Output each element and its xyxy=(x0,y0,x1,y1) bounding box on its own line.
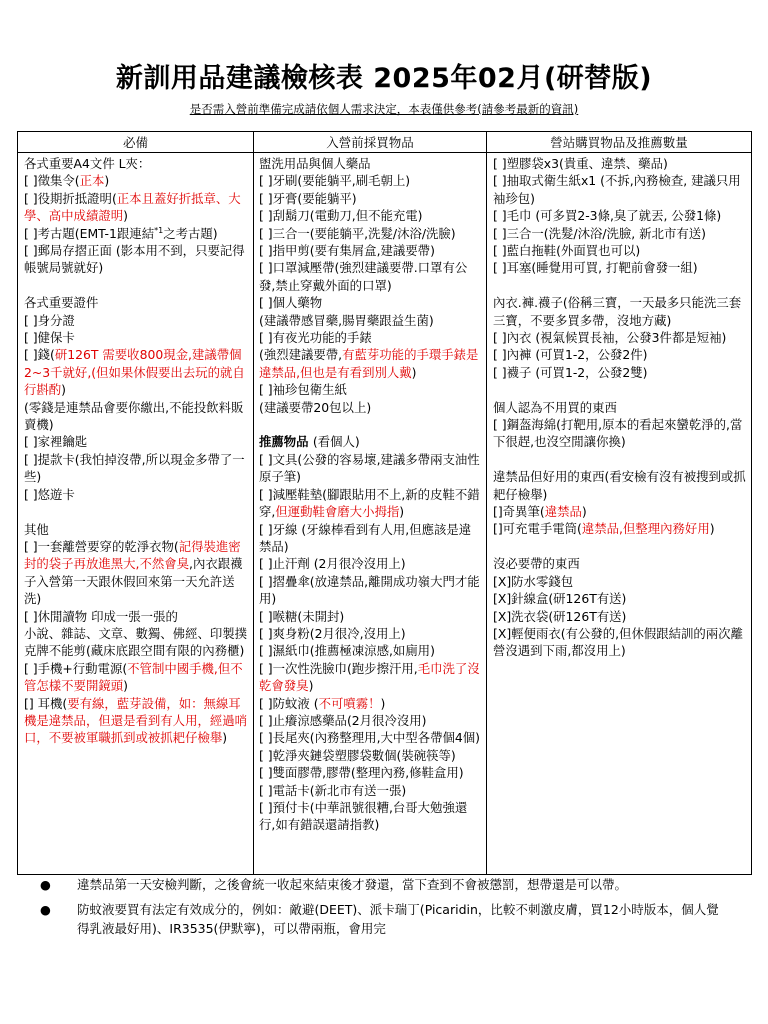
list-item xyxy=(493,242,748,259)
list-item xyxy=(24,521,250,538)
list-item xyxy=(24,608,250,625)
item-text: [ ]電話卡(新北市有送一張) xyxy=(259,782,407,798)
item-text: 其他 xyxy=(24,521,49,537)
item-text: [ ]刮鬍刀(電動刀,但不能充電) xyxy=(259,208,423,224)
item-text: [ ]袖珍包衛生紙 xyxy=(259,382,347,398)
list-item xyxy=(24,225,250,242)
item-text: []奇異筆( xyxy=(493,504,545,520)
list-item xyxy=(259,312,483,329)
item-text: (強烈建議要帶, xyxy=(259,347,343,363)
list-item xyxy=(259,207,483,224)
emphasis-text: 違禁品 xyxy=(544,504,582,520)
emphasis-text: 但運動鞋會磨大小拇指 xyxy=(275,504,400,520)
list-item xyxy=(259,381,483,398)
item-text: [ ]抽取式衛生紙x1 (不拆,內務檢查, 建議只用袖珍包) xyxy=(493,173,741,206)
list-item xyxy=(493,608,748,625)
footnote-item xyxy=(40,875,730,894)
list-item xyxy=(259,155,483,172)
list-item xyxy=(24,660,250,695)
item-text: [ ]三合一(要能躺平,洗髮/沐浴/洗臉) xyxy=(259,225,456,241)
column-header-camp-store: 營站購買物品及推薦數量 xyxy=(487,132,752,153)
checklist-table xyxy=(17,131,752,875)
list-item xyxy=(493,503,748,520)
footnote-text: 防蚊液要買有法定有效成分的，例如：敵避(DEET)、派卡瑞丁(Picaridin，比較不刺激皮膚，買12小時版本，個人覺得乳液最好用)、IR3535(伊默寧)，可以帶兩瓶，會用完 xyxy=(77,902,719,936)
list-item xyxy=(493,625,748,660)
spacer xyxy=(259,416,483,433)
item-text: [ ]悠遊卡 xyxy=(24,486,75,502)
item-text: (零錢是連禁品會要你繳出,不能投飲料販賣機) xyxy=(24,399,244,433)
item-text: 之考古題) xyxy=(163,225,218,241)
item-text: [ ]止汗劑 (2月很冷沒用上) xyxy=(259,556,406,572)
item-text: [ ]鋼盔海綿(打靶用,原本的看起來蠻乾淨的,當下很趕,也沒空閒讓你換) xyxy=(493,417,743,450)
item-text: [ ]郵局存摺正面 (影本用不到，只要記得帳號局號就好) xyxy=(24,243,245,276)
emphasis-text: 不可噴霧！ xyxy=(318,695,381,711)
list-item xyxy=(259,642,483,659)
list-item xyxy=(259,625,483,642)
list-item xyxy=(493,555,748,572)
item-text: ) xyxy=(411,364,417,380)
item-text: [X]輕便雨衣(有公發的,但休假跟結訓的兩次離營沒遇到下雨,都沒用上) xyxy=(493,625,743,659)
column-header-required: 必備 xyxy=(18,132,254,153)
item-text: [ ]三合一(洗髮/沐浴/洗臉, 新北市有送) xyxy=(493,225,706,241)
list-item xyxy=(259,555,483,572)
item-text: 推薦物品 xyxy=(259,434,313,450)
item-text: [ ]口罩減壓帶(強烈建議要帶.口罩有公發,禁止穿戴外面的口罩) xyxy=(259,260,468,293)
spacer xyxy=(24,277,250,294)
purchase-before-cell xyxy=(254,153,487,875)
list-item xyxy=(259,695,483,712)
item-text: [X]針線盒(研126T有送) xyxy=(493,591,627,607)
spacer xyxy=(24,503,250,520)
item-text: [ ]提款卡(我怕掉沒帶,所以現金多帶了一些) xyxy=(24,451,245,485)
item-text: [ ]手機+行動電源( xyxy=(24,660,128,676)
item-text: [ ]止癢涼感藥品(2月很冷沒用) xyxy=(259,712,427,728)
list-item xyxy=(259,190,483,207)
list-item xyxy=(259,242,483,259)
list-item xyxy=(259,747,483,764)
item-text: [ ]塑膠袋x3(貴重、違禁、藥品) xyxy=(493,156,668,171)
emphasis-text: 要有線，藍芽設備，如：無線耳機是違禁品，但還是看到有人用，經過哨口，不要被軍職抓到或被抓耙仔檢舉 xyxy=(24,695,248,746)
list-item xyxy=(493,590,748,607)
item-text: [ ]考古題(EMT-1跟連結 xyxy=(24,225,155,241)
item-text: ) xyxy=(123,208,128,224)
list-item xyxy=(24,329,250,346)
item-text: [ ]身分證 xyxy=(24,312,75,328)
list-item xyxy=(493,364,748,381)
list-item xyxy=(259,608,483,625)
list-item xyxy=(493,329,748,346)
list-item xyxy=(259,764,483,781)
list-item xyxy=(259,433,483,450)
item-text: (建議帶感冒藥,腸胃藥跟益生菌) xyxy=(259,312,434,328)
item-text: (看個人) xyxy=(312,434,360,450)
list-item xyxy=(259,259,483,294)
emphasis-text: 不管制中國手機,但不管怎樣不要開鏡頭 xyxy=(24,660,243,694)
list-item xyxy=(259,172,483,189)
item-text: ,內衣跟襪子入營第一天跟休假回來第一天允許送洗) xyxy=(24,556,243,607)
item-text: ) xyxy=(104,173,110,189)
list-item xyxy=(24,312,250,329)
item-text: [ ]內衣 (視氣候買長袖，公發3件都是短袖) xyxy=(493,330,727,346)
list-item xyxy=(24,486,250,503)
footnotes xyxy=(40,875,730,944)
item-text: [ ]襪子 (可買1-2，公發2雙) xyxy=(493,364,648,380)
list-item xyxy=(24,695,250,747)
item-text: [ ]有夜光功能的手錶 xyxy=(259,330,372,346)
list-item xyxy=(493,520,748,537)
spacer xyxy=(493,451,748,468)
item-text: ) xyxy=(222,730,228,746)
list-item xyxy=(24,538,250,608)
list-item xyxy=(259,399,483,416)
footnote-item xyxy=(40,900,730,938)
item-text: 個人認為不用買的東西 xyxy=(493,399,617,415)
emphasis-text: 研126T 需要收800現金,建議帶個2~3千就好,(但如果休假要出去玩的就自行斟酌 xyxy=(24,347,245,398)
emphasis-text: 正本且蓋好折抵章、大學、高中成績證明 xyxy=(24,190,241,224)
list-item xyxy=(493,207,748,224)
item-text: [ ]役期折抵證明( xyxy=(24,190,117,206)
item-text: 內衣.褲.襪子(俗稱三寶，一天最多只能洗三套三寶，不要多買多帶，沒地方藏) xyxy=(493,295,742,328)
emphasis-text: 有藍芽功能的手環手錶是違禁品,但也是有看到別人戴 xyxy=(259,347,479,380)
list-item xyxy=(259,799,483,834)
page-subtitle: 是否需入營前準備完成請依個人需求決定，本表僅供參考(請參考最新的資訊) xyxy=(189,102,579,116)
item-text: ) xyxy=(61,382,67,398)
camp-store-cell xyxy=(487,153,752,875)
item-text: [ ]牙膏(要能躺平) xyxy=(259,190,357,206)
list-item xyxy=(259,521,483,556)
item-text: *1 xyxy=(154,225,164,235)
list-item xyxy=(259,782,483,799)
item-text: [] 耳機( xyxy=(24,695,68,711)
item-text: [ ]藍白拖鞋(外面買也可以) xyxy=(493,243,641,259)
item-text: [ ]內褲 (可買1-2，公發2件) xyxy=(493,347,648,363)
item-text: [ ]指甲剪(要有集屑盒,建議要帶) xyxy=(259,243,435,259)
item-text: []可充電手電筒( xyxy=(493,521,582,537)
item-text: ) xyxy=(123,678,128,694)
item-text: [ ]防蚊液 ( xyxy=(259,695,319,711)
item-text: (建議要帶20包以上) xyxy=(259,399,372,415)
item-text: [ ]減壓鞋墊(腳跟貼用不上,新的皮鞋不錯穿, xyxy=(259,486,480,520)
list-item xyxy=(493,155,748,172)
list-item xyxy=(259,712,483,729)
column-header-purchase-before: 入營前採買物品 xyxy=(254,132,487,153)
list-item xyxy=(24,433,250,450)
list-item xyxy=(259,660,483,695)
list-item xyxy=(259,329,483,346)
item-text: 違禁品但好用的東西(看安檢有沒有被搜到或抓耙仔檢舉) xyxy=(493,469,746,502)
list-item xyxy=(24,155,250,172)
list-item xyxy=(493,294,748,329)
list-item xyxy=(493,399,748,416)
list-item xyxy=(24,451,250,486)
item-text: [ ]耳塞(睡覺用可買, 打靶前會發一組) xyxy=(493,260,698,276)
list-item xyxy=(259,729,483,746)
list-item xyxy=(24,346,250,398)
item-text: ) xyxy=(308,678,314,694)
emphasis-text: 正本 xyxy=(79,173,105,189)
list-item xyxy=(493,468,748,503)
item-text: [ ]徵集令( xyxy=(24,173,80,189)
item-text: 各式重要證件 xyxy=(24,295,99,311)
item-text: [ ]個人藥物 xyxy=(259,295,323,311)
list-item xyxy=(493,346,748,363)
list-item xyxy=(493,172,748,207)
list-item xyxy=(24,242,250,277)
item-text: [ ]一次性洗臉巾(跑步擦汗用, xyxy=(259,660,418,676)
item-text: [ ]家裡鑰匙 xyxy=(24,434,88,450)
item-text: ) xyxy=(380,695,386,711)
item-text: [ ]喉糖(未開封) xyxy=(259,608,345,624)
spacer xyxy=(493,381,748,398)
required-items-cell xyxy=(18,153,254,875)
list-item xyxy=(493,416,748,451)
item-text: 盥洗用品與個人藥品 xyxy=(259,156,371,171)
item-text: [ ]雙面膠帶,膠帶(整理內務,修鞋盒用) xyxy=(259,765,464,781)
spacer xyxy=(493,538,748,555)
item-text: [ ]毛巾 (可多買2-3條,臭了就丟, 公發1條) xyxy=(493,208,722,224)
item-text: [ ]長尾夾(內務整理用,大中型各帶個4個) xyxy=(259,730,480,746)
item-text: [ ]牙線 (牙線棒看到有人用,但應該是違禁品) xyxy=(259,521,472,554)
item-text: 各式重要A4文件 L夾： xyxy=(24,156,151,171)
list-item xyxy=(24,294,250,311)
page-title: 新訓用品建議檢核表 2025年02月(研替版) xyxy=(115,63,653,94)
bullet-icon: ● xyxy=(40,902,51,917)
item-text: [X]洗衣袋(研126T有送) xyxy=(493,608,627,624)
item-text: [X]防水零錢包 xyxy=(493,573,574,589)
list-item xyxy=(259,573,483,608)
item-text: ) xyxy=(581,504,587,520)
list-item xyxy=(493,225,748,242)
item-text: [ ]濕紙巾(推薦極凍涼感,如廁用) xyxy=(259,643,435,659)
list-item xyxy=(493,573,748,590)
item-text: [ ]文具(公發的容易壞,建議多帶兩支油性原子筆) xyxy=(259,451,480,485)
item-text: [ ]錢( xyxy=(24,347,55,363)
item-text: [ ]摺疊傘(放違禁品,離開成功嶺大門才能用) xyxy=(259,573,480,607)
item-text: 小說、雜誌、文章、數獨、佛經、印製撲克牌不能剪(藏床底跟空間有限的內務櫃) xyxy=(24,625,248,659)
list-item xyxy=(493,259,748,276)
item-text: [ ]牙刷(要能躺平,刷毛朝上) xyxy=(259,173,411,189)
item-text: 沒必要帶的東西 xyxy=(493,556,580,572)
list-item xyxy=(259,225,483,242)
footnote-text: 違禁品第一天安檢判斷，之後會統一收起來結束後才發還，當下查到不會被懲罰，想帶還是可以帶。 xyxy=(77,877,628,892)
emphasis-text: 毛巾洗了沒乾會發臭 xyxy=(259,660,480,694)
bullet-icon: ● xyxy=(40,877,51,892)
list-item xyxy=(259,294,483,311)
emphasis-text: 違禁品,但整理內務好用 xyxy=(581,521,710,537)
item-text: [ ]休閒讀物 印成一張一張的 xyxy=(24,608,178,624)
list-item xyxy=(24,399,250,434)
item-text: [ ]乾淨夾鏈袋塑膠袋數個(裝碗筷等) xyxy=(259,747,456,763)
item-text: [ ]健保卡 xyxy=(24,330,75,346)
emphasis-text: 記得裝進密封的袋子再放進黑大,不然會臭 xyxy=(24,538,241,572)
list-item xyxy=(24,190,250,225)
list-item xyxy=(259,451,483,486)
list-item xyxy=(259,486,483,521)
list-item xyxy=(24,625,250,660)
list-item xyxy=(24,172,250,189)
item-text: [ ]爽身粉(2月很冷,沒用上) xyxy=(259,625,406,641)
list-item xyxy=(259,346,483,381)
item-text: ) xyxy=(709,521,715,537)
item-text: ) xyxy=(399,504,405,520)
item-text: [ ]一套離營要穿的乾淨衣物( xyxy=(24,538,179,554)
spacer xyxy=(493,277,748,294)
item-text: [ ]預付卡(中華訊號很糟,台哥大勉強還行,如有錯誤還請指教) xyxy=(259,800,468,833)
